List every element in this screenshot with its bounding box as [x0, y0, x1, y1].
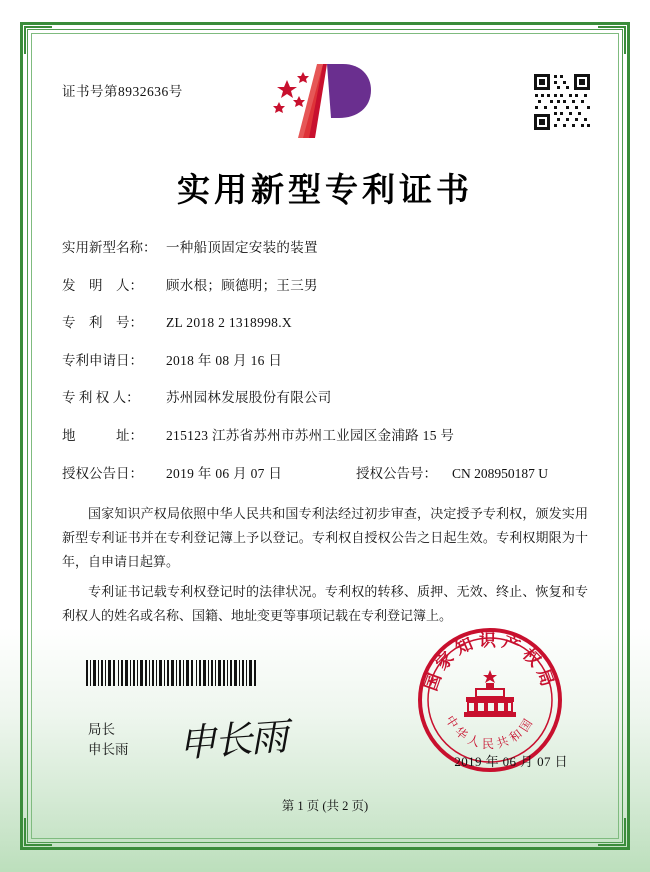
field-label-patent-number: 专 利 号： [62, 315, 143, 331]
svg-text:中华人民共和国: 中华人民共和国 [442, 713, 538, 751]
corner-ornament-top-left [24, 26, 52, 54]
field-row-inventors [62, 275, 588, 297]
field-value-address: 215123 江苏省苏州市苏州工业园区金浦路 15 号 [166, 427, 455, 443]
field-row-address [62, 425, 588, 447]
signature-title: 局长 [88, 721, 115, 737]
field-row-application-date [62, 350, 588, 372]
corner-ornament-bottom-left [24, 818, 52, 846]
field-label-patentee: 专 利 权 人： [62, 390, 140, 406]
field-value-grant-number: CN 208950187 U [452, 465, 549, 481]
field-label-invention-name: 实用新型名称： [62, 240, 157, 255]
field-row-grant-announcement [62, 463, 588, 485]
certificate-content [52, 56, 598, 822]
handwritten-signature: 申长雨 [176, 714, 288, 766]
field-value-invention-name: 一种船顶固定安装的装置 [166, 240, 318, 255]
field-value-inventors: 顾水根；顾德明；王三男 [166, 277, 318, 293]
certificate-header [52, 56, 598, 146]
field-row-invention-name [62, 237, 588, 259]
field-row-patentee [62, 387, 588, 409]
signature-name: 申长雨 [88, 741, 129, 757]
page-number: 第 1 页 (共 2 页) [281, 799, 369, 813]
field-label-application-date: 专利申请日： [62, 352, 143, 368]
field-list [62, 237, 588, 484]
cnipa-logo-icon [265, 56, 385, 144]
certificate-number: 证书号第8932636号 [62, 84, 183, 99]
field-value-grant-date: 2019 年 06 月 07 日 [166, 465, 283, 481]
corner-ornament-top-right [598, 26, 626, 54]
field-label-inventors: 发 明 人： [62, 277, 143, 293]
legal-paragraph-2: 专利证书记载专利权登记时的法律状况。专利权的转移、质押、无效、终止、恢复和专利权人的姓名或名称、国籍、地址变更等事项记载在专利登记簿上。 [62, 584, 588, 624]
field-label-grant-date: 授权公告日： [62, 465, 143, 481]
barcode [86, 660, 256, 686]
svg-text:国家知识产权局: 国家知识产权局 [421, 631, 559, 694]
qr-code [532, 72, 592, 132]
field-value-application-date: 2018 年 08 月 16 日 [166, 352, 283, 368]
field-row-patent-number [62, 312, 588, 334]
field-value-patentee: 苏州园林发展股份有限公司 [166, 390, 332, 406]
legal-paragraph-1: 国家知识产权局依照中华人民共和国专利法经过初步审查，决定授予专利权，颁发实用新型专利证书并在专利登记簿上予以登记。专利权自授权公告之日起生效。专利权期限为十年，自申请日起算。 [62, 506, 588, 570]
seal-date: 2019 年 06 月 07 日 [454, 754, 568, 769]
legal-text [62, 502, 588, 628]
field-label-grant-number: 授权公告号： [356, 465, 437, 481]
field-label-address: 地 址： [62, 427, 143, 443]
field-value-patent-number: ZL 2018 2 1318998.X [166, 315, 292, 331]
corner-ornament-bottom-right [598, 818, 626, 846]
signature-block [88, 720, 129, 761]
page-title: 实用新型专利证书 [177, 170, 473, 209]
